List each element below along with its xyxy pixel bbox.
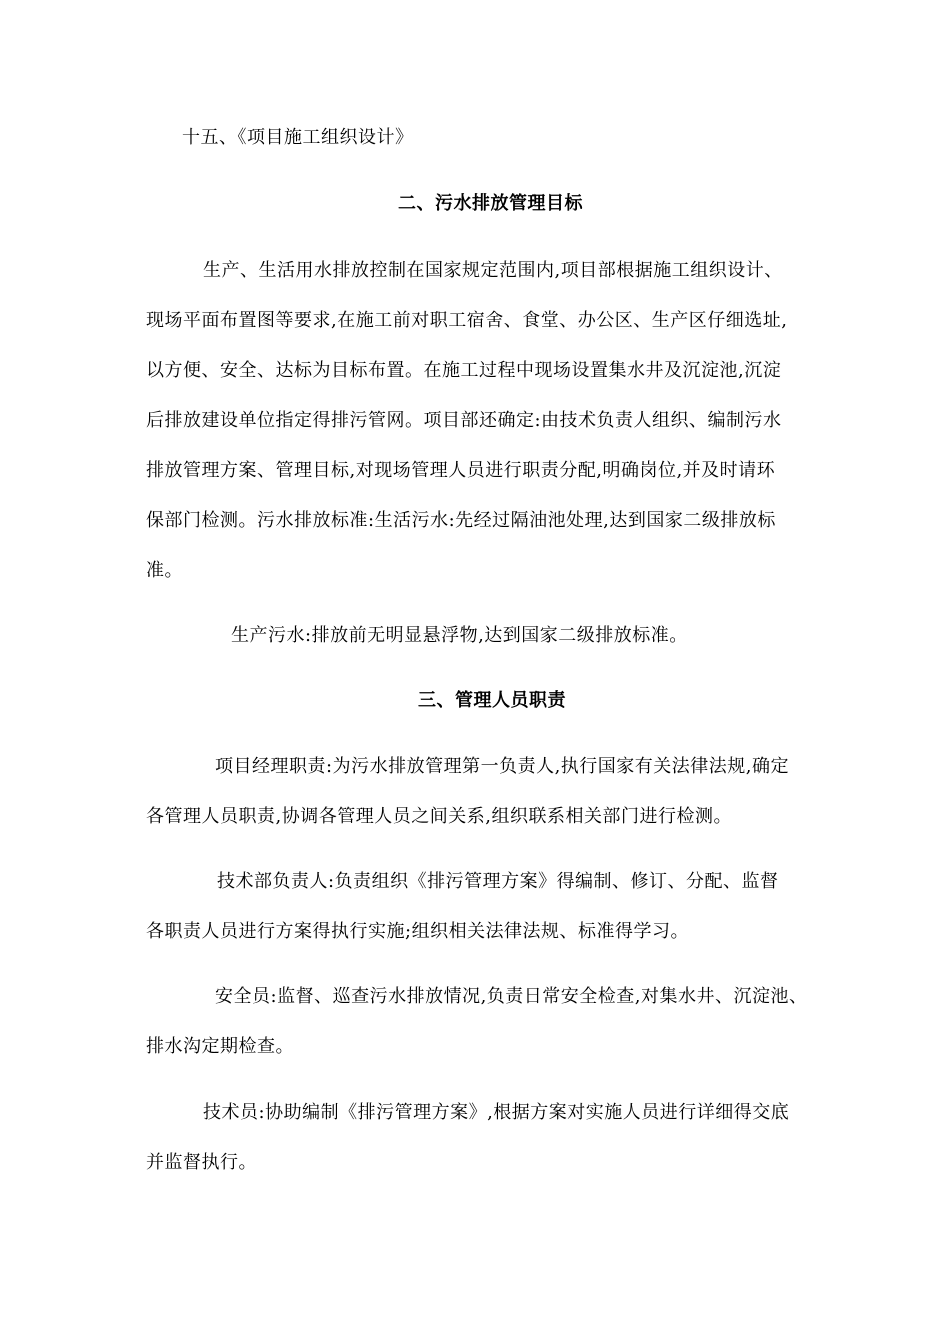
section-heading-wastewater-goal: 二、污水排放管理目标	[398, 193, 583, 214]
paragraph-line: 准。	[146, 560, 183, 581]
paragraph-production-wastewater: 生产污水:排放前无明显悬浮物,达到国家二级排放标准。	[231, 625, 688, 646]
paragraph-line: 保部门检测。污水排放标准:生活污水:先经过隔油池处理,达到国家二级排放标	[146, 510, 776, 531]
paragraph-line: 技术员:协助编制《排污管理方案》,根据方案对实施人员进行详细得交底	[203, 1102, 790, 1123]
paragraph-line: 后排放建设单位指定得排污管网。项目部还确定:由技术负责人组织、编制污水	[146, 410, 782, 431]
paragraph-line: 技术部负责人:负责组织《排污管理方案》得编制、修订、分配、监督	[217, 871, 779, 892]
paragraph-line: 排放管理方案、管理目标,对现场管理人员进行职责分配,明确岗位,并及时请环	[146, 460, 776, 481]
paragraph-line: 现场平面布置图等要求,在施工前对职工宿舍、食堂、办公区、生产区仔细选址,	[146, 310, 788, 331]
document-title: 十五、《项目施工组织设计》	[182, 127, 414, 148]
paragraph-line: 并监督执行。	[146, 1152, 257, 1173]
paragraph-line: 生产、生活用水排放控制在国家规定范围内,项目部根据施工组织设计、	[203, 260, 783, 281]
paragraph-line: 排水沟定期检查。	[146, 1036, 294, 1057]
paragraph-line: 各职责人员进行方案得执行实施;组织相关法律法规、标准得学习。	[146, 921, 690, 942]
paragraph-line: 以方便、安全、达标为目标布置。在施工过程中现场设置集水井及沉淀池,沉淀	[146, 360, 782, 381]
paragraph-line: 项目经理职责:为污水排放管理第一负责人,执行国家有关法律法规,确定	[215, 756, 790, 777]
section-heading-responsibilities: 三、管理人员职责	[418, 690, 566, 711]
paragraph-line: 安全员:监督、巡查污水排放情况,负责日常安全检查,对集水井、沉淀池、	[215, 986, 808, 1007]
paragraph-line: 各管理人员职责,协调各管理人员之间关系,组织联系相关部门进行检测。	[146, 806, 732, 827]
